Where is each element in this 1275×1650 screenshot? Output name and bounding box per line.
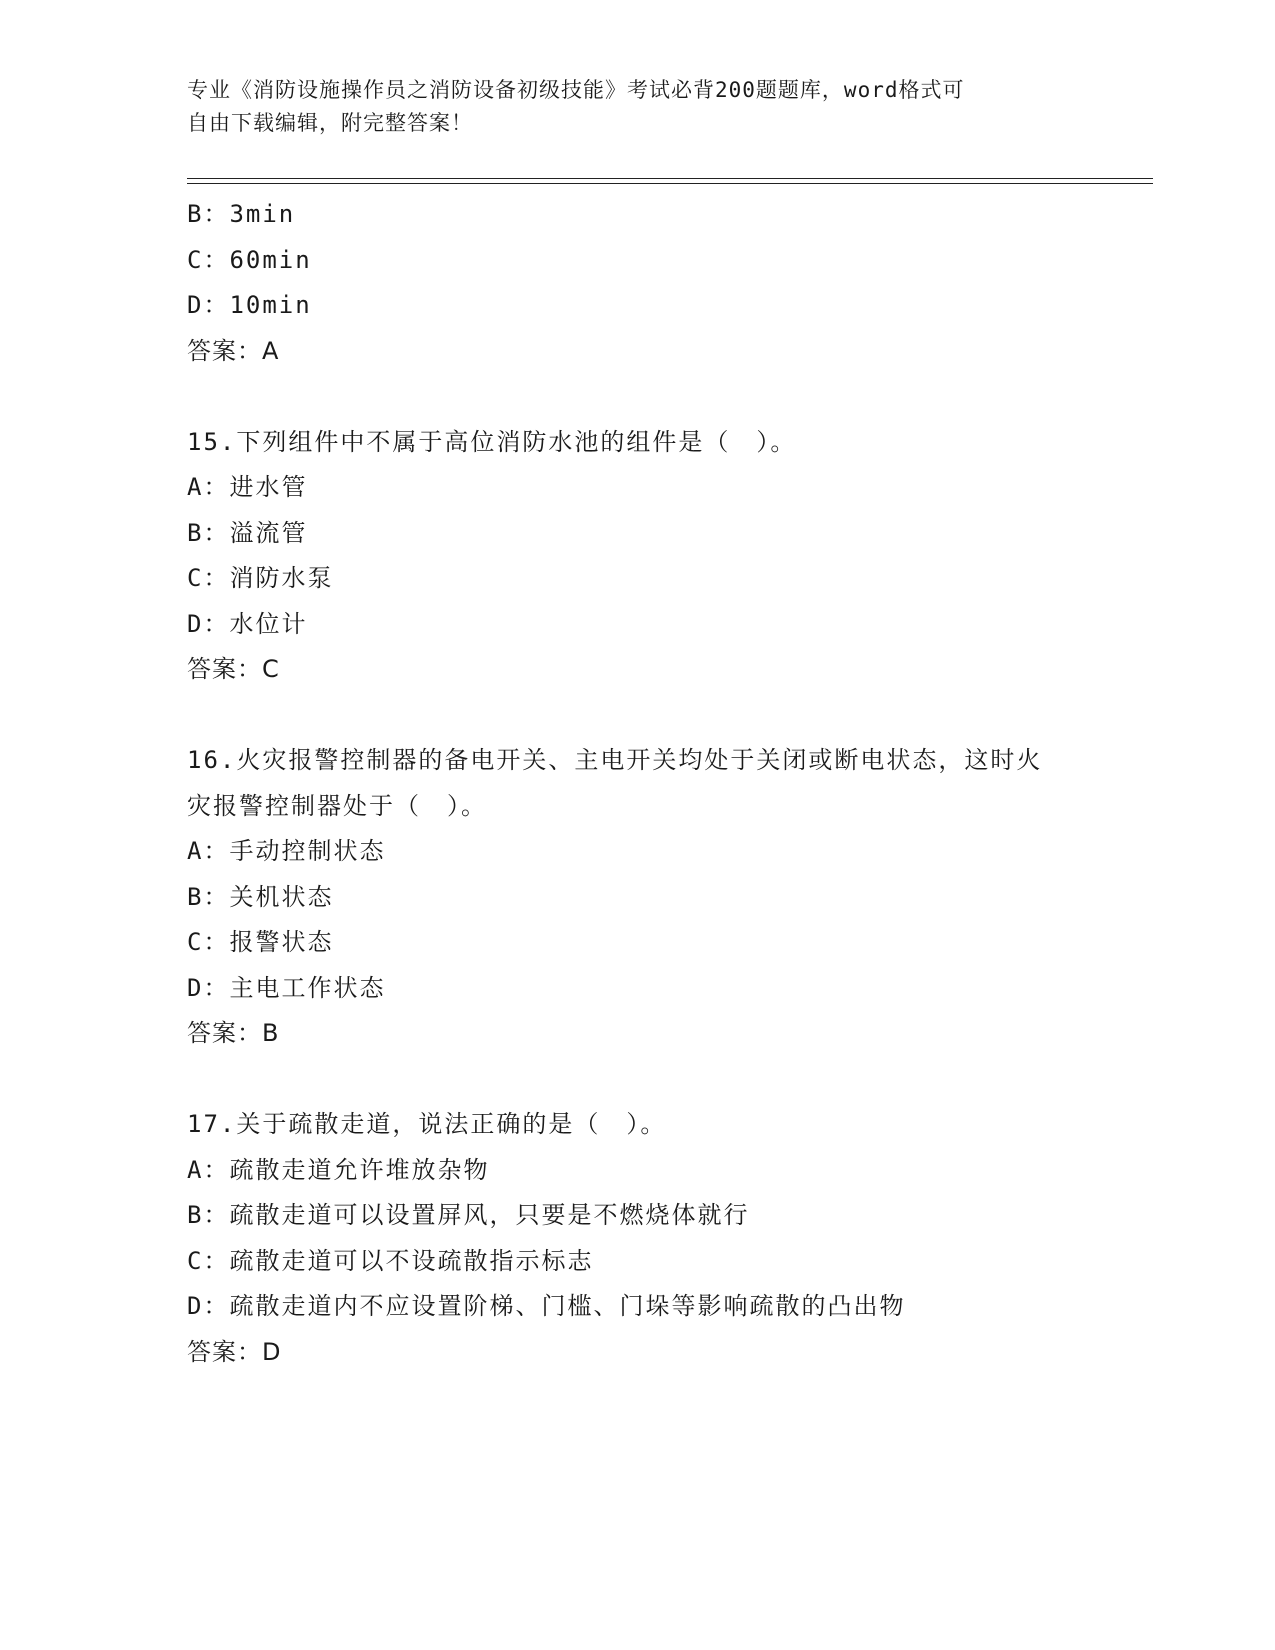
option-b: B：疏散走道可以设置屏风，只要是不燃烧体就行 — [187, 1201, 750, 1229]
answer-line: 答案：A — [187, 336, 280, 365]
previous-question-tail — [187, 192, 1087, 374]
option-a: A：手动控制状态 — [187, 837, 386, 865]
question-16 — [187, 738, 1087, 1057]
spacer — [187, 693, 1087, 739]
header-divider-top — [187, 178, 1153, 179]
spacer — [187, 374, 1087, 420]
header-divider-bottom — [187, 183, 1153, 184]
header-line-2: 自由下载编辑，附完整答案！ — [187, 111, 473, 135]
question-list — [187, 192, 1087, 1375]
option-b: B：关机状态 — [187, 882, 334, 911]
option-c: C：报警状态 — [187, 928, 334, 956]
answer-line: 答案：D — [187, 1337, 282, 1366]
option-b: B：溢流管 — [187, 518, 308, 547]
option-a: A：进水管 — [187, 473, 308, 501]
option-d: D：主电工作状态 — [187, 973, 386, 1002]
option-c: C：60min — [187, 245, 312, 274]
header-line-1: 专业《消防设施操作员之消防设备初级技能》考试必背200题题库，word格式可 — [187, 78, 965, 102]
option-c: C：消防水泵 — [187, 564, 334, 592]
question-text: 15.下列组件中不属于高位消防水池的组件是（ ）。 — [187, 427, 797, 456]
option-b: B：3min — [187, 200, 296, 228]
document-header — [187, 74, 1077, 140]
option-d: D：10min — [187, 291, 312, 319]
answer-line: 答案：C — [187, 655, 280, 683]
option-d: D：水位计 — [187, 609, 308, 638]
question-15 — [187, 420, 1087, 693]
question-17 — [187, 1102, 1087, 1375]
question-text: 17.关于疏散走道，说法正确的是（ ）。 — [187, 1110, 667, 1138]
answer-line: 答案：B — [187, 1019, 280, 1047]
option-a: A：疏散走道允许堆放杂物 — [187, 1155, 490, 1184]
spacer — [187, 1057, 1087, 1103]
option-c: C：疏散走道可以不设疏散指示标志 — [187, 1246, 594, 1275]
question-text: 16.火灾报警控制器的备电开关、主电开关均处于关闭或断电状态，这时火灾报警控制器处于（ ）。 — [187, 746, 1043, 820]
option-d: D：疏散走道内不应设置阶梯、门槛、门垛等影响疏散的凸出物 — [187, 1292, 906, 1320]
